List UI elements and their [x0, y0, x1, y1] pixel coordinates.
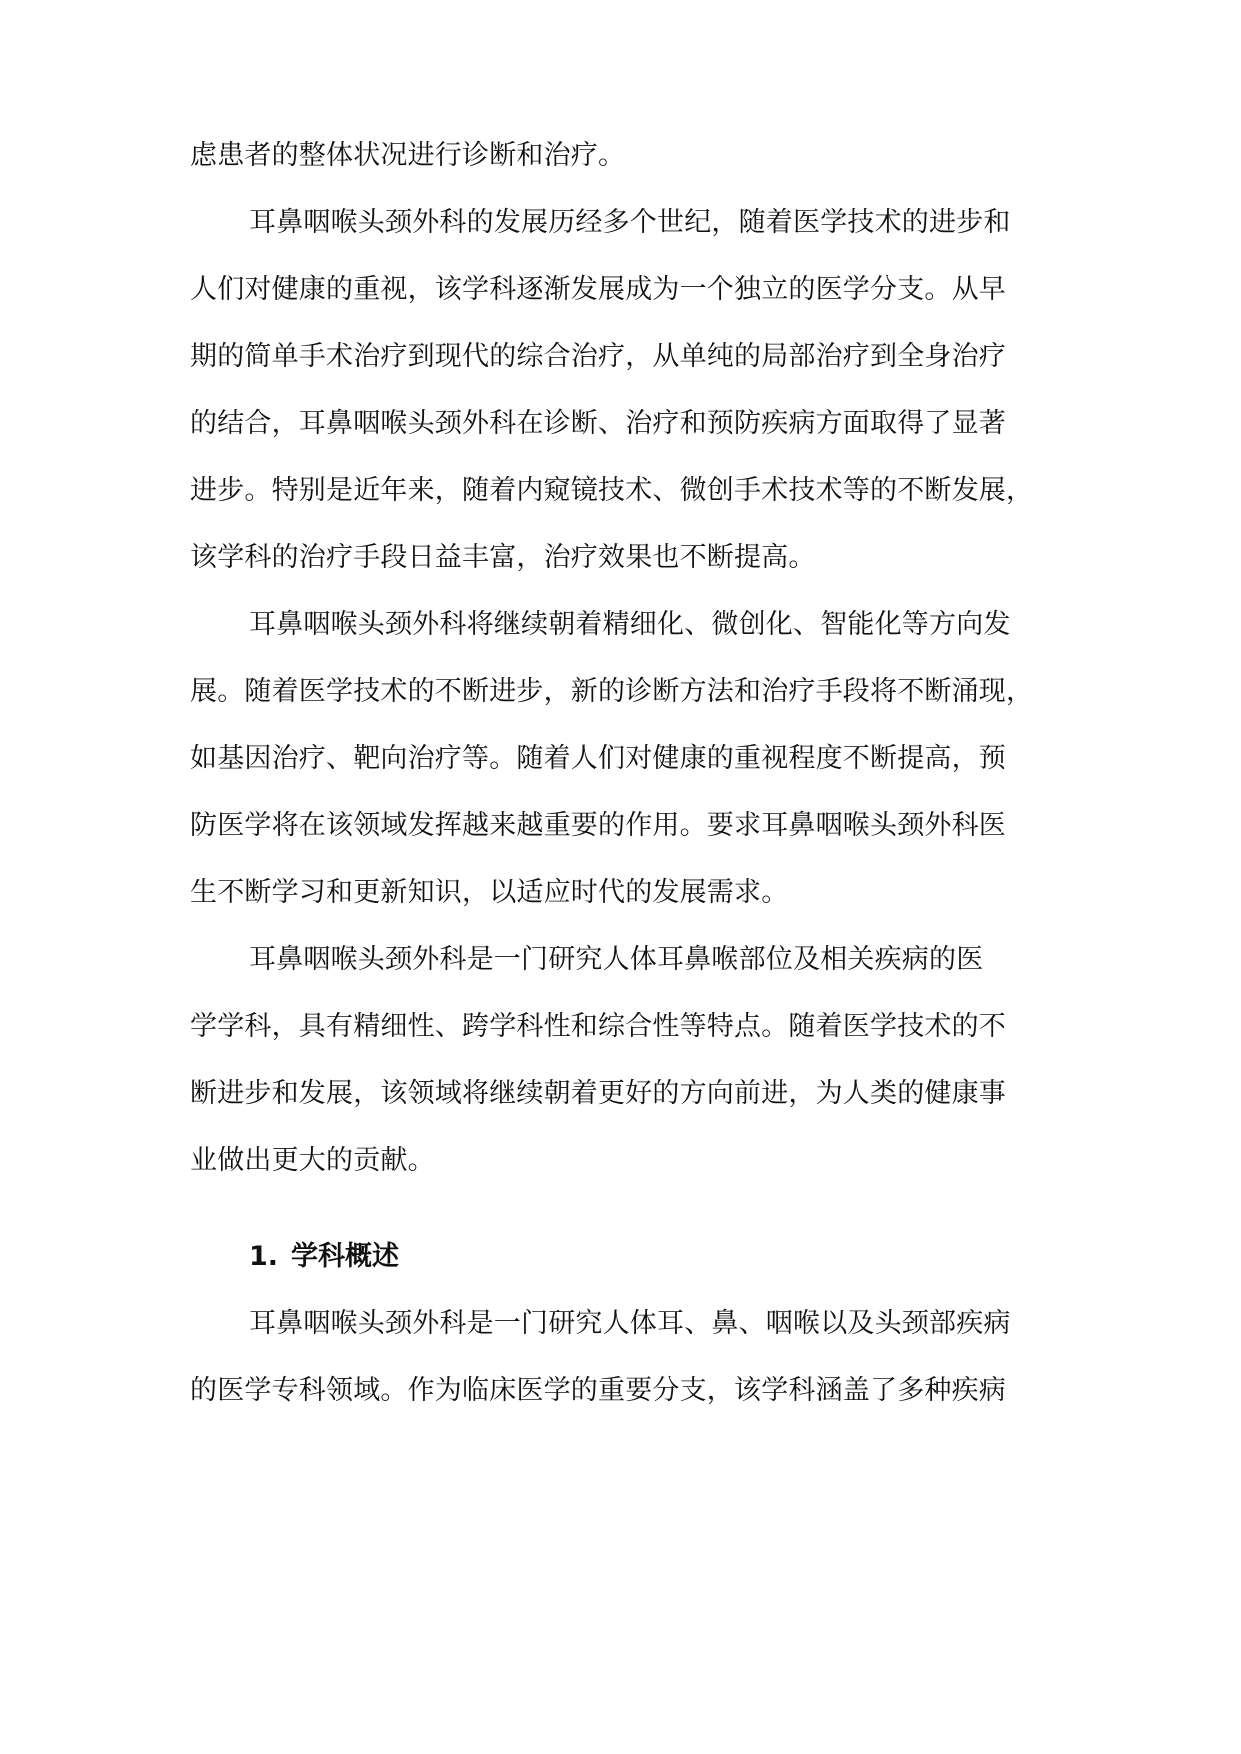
paragraph-line: 的医学专科领域。作为临床医学的重要分支，该学科涵盖了多种疾病 — [190, 1375, 1006, 1406]
paragraph-line: 学学科，具有精细性、跨学科性和综合性等特点。随着医学技术的不 — [190, 1011, 1006, 1042]
paragraph-line: 业做出更大的贡献。 — [190, 1145, 435, 1176]
paragraph-line: 虑患者的整体状况进行诊断和治疗。 — [190, 140, 626, 171]
section-heading — [249, 1240, 399, 1274]
paragraph-line: 的结合，耳鼻咽喉头颈外科在诊断、治疗和预防疾病方面取得了显著 — [190, 408, 1006, 439]
paragraph-line: 生不断学习和更新知识，以适应时代的发展需求。 — [190, 877, 789, 908]
paragraph-line: 耳鼻咽喉头颈外科是一门研究人体耳、鼻、咽喉以及头颈部疾病 — [249, 1308, 1011, 1339]
paragraph-line: 期的简单手术治疗到现代的综合治疗，从单纯的局部治疗到全身治疗 — [190, 341, 1006, 372]
paragraph-line: 人们对健康的重视，该学科逐渐发展成为一个独立的医学分支。从早 — [190, 274, 1006, 305]
section-number: 1. — [249, 1241, 279, 1272]
paragraph-line: 进步。特别是近年来，随着内窥镜技术、微创手术技术等的不断发展， — [190, 475, 1034, 506]
paragraph-line: 防医学将在该领域发挥越来越重要的作用。要求耳鼻咽喉头颈外科医 — [190, 810, 1006, 841]
paragraph-line: 展。随着医学技术的不断进步，新的诊断方法和治疗手段将不断涌现， — [190, 676, 1034, 707]
paragraph-line: 断进步和发展，该领域将继续朝着更好的方向前进，为人类的健康事 — [190, 1078, 1006, 1109]
paragraph-line: 耳鼻咽喉头颈外科是一门研究人体耳鼻喉部位及相关疾病的医 — [249, 944, 984, 975]
paragraph-line: 耳鼻咽喉头颈外科的发展历经多个世纪，随着医学技术的进步和 — [249, 207, 1011, 238]
paragraph-line: 该学科的治疗手段日益丰富，治疗效果也不断提高。 — [190, 542, 816, 573]
section-title: 学科概述 — [291, 1241, 399, 1272]
paragraph-line: 耳鼻咽喉头颈外科将继续朝着精细化、微创化、智能化等方向发 — [249, 609, 1011, 640]
paragraph-line: 如基因治疗、靶向治疗等。随着人们对健康的重视程度不断提高，预 — [190, 743, 1006, 774]
